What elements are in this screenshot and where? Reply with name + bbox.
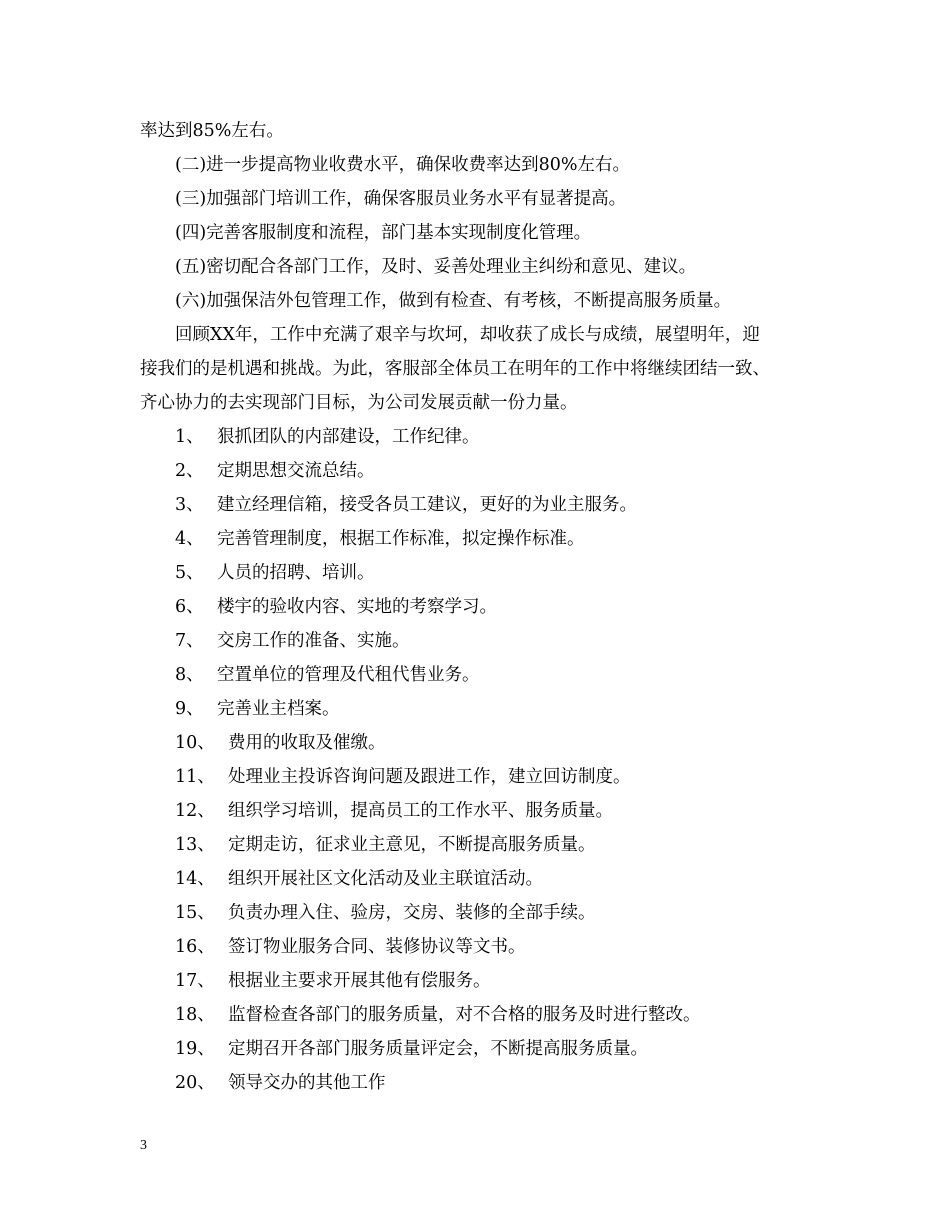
list-item-text: 完善管理制度，根据工作标准，拟定操作标准。 [217, 529, 585, 549]
list-item-text: 组织学习培训，提高员工的工作水平、服务质量。 [228, 801, 613, 821]
list-item-text: 楼宇的验收内容、实地的考察学习。 [217, 597, 497, 617]
list-item [140, 1066, 820, 1100]
list-item-number: 8、 [175, 665, 204, 685]
list-item-text: 狠抓团队的内部建设，工作纪律。 [217, 427, 480, 447]
review-paragraph-line: 回顾XX年，工作中充满了艰辛与坎坷，却收获了成长与成绩，展望明年，迎 [175, 325, 760, 345]
list-item [140, 590, 820, 624]
list-item-number: 1、 [175, 427, 204, 447]
page-number: 3 [140, 1138, 147, 1153]
list-item [140, 624, 820, 658]
list-item-text: 空置单位的管理及代租代售业务。 [217, 665, 480, 685]
list-item [140, 556, 820, 590]
list-item-text: 组织开展社区文化活动及业主联谊活动。 [228, 869, 543, 889]
list-item-number: 20、 [175, 1073, 215, 1093]
list-item [140, 828, 820, 862]
list-item-text: 负责办理入住、验房，交房、装修的全部手续。 [228, 903, 596, 923]
list-item-text: 监督检查各部门的服务质量，对不合格的服务及时进行整改。 [228, 1005, 701, 1025]
list-item-number: 9、 [175, 699, 204, 719]
list-item-text: 签订物业服务合同、装修协议等文书。 [228, 937, 526, 957]
paragraph-continuation: 率达到85%左右。 [140, 121, 284, 141]
list-item [140, 862, 820, 896]
list-item [140, 454, 820, 488]
list-item-number: 17、 [175, 971, 215, 991]
list-item-number: 3、 [175, 495, 204, 515]
goal-item: (三)加强部门培训工作，确保客服员业务水平有显著提高。 [175, 189, 627, 209]
list-item-number: 5、 [175, 563, 204, 583]
list-item-text: 完善业主档案。 [217, 699, 340, 719]
goal-item: (二)进一步提高物业收费水平，确保收费率达到80%左右。 [175, 155, 631, 175]
list-item-number: 18、 [175, 1005, 215, 1025]
goal-item: (六)加强保洁外包管理工作，做到有检查、有考核，不断提高服务质量。 [175, 291, 732, 311]
list-item-text: 定期召开各部门服务质量评定会，不断提高服务质量。 [228, 1039, 648, 1059]
goal-item: (四)完善客服制度和流程，部门基本实现制度化管理。 [175, 223, 592, 243]
list-item-number: 16、 [175, 937, 215, 957]
list-item-number: 19、 [175, 1039, 215, 1059]
list-item [140, 930, 820, 964]
list-item [140, 726, 820, 760]
list-item-number: 12、 [175, 801, 215, 821]
list-item-number: 15、 [175, 903, 215, 923]
list-item-text: 交房工作的准备、实施。 [217, 631, 410, 651]
review-paragraph-line: 接我们的是机遇和挑战。为此，客服部全体员工在明年的工作中将继续团结一致、 [140, 359, 770, 379]
list-item-text: 领导交办的其他工作 [228, 1073, 386, 1093]
list-item-number: 7、 [175, 631, 204, 651]
review-paragraph-line: 齐心协力的去实现部门目标，为公司发展贡献一份力量。 [140, 393, 578, 413]
goal-item: (五)密切配合各部门工作，及时、妥善处理业主纠纷和意见、建议。 [175, 257, 697, 277]
list-item [140, 1032, 820, 1066]
review-paragraph [140, 318, 820, 420]
list-item [140, 658, 820, 692]
list-item [140, 522, 820, 556]
list-item [140, 760, 820, 794]
list-item-text: 定期思想交流总结。 [217, 461, 375, 481]
list-item [140, 420, 820, 454]
list-item-number: 14、 [175, 869, 215, 889]
list-item-text: 处理业主投诉咨询问题及跟进工作，建立回访制度。 [228, 767, 631, 787]
list-item-text: 费用的收取及催缴。 [228, 733, 386, 753]
task-list [140, 420, 820, 1100]
list-item-number: 4、 [175, 529, 204, 549]
list-item-text: 定期走访，征求业主意见，不断提高服务质量。 [228, 835, 596, 855]
list-item-number: 11、 [175, 767, 215, 787]
list-item-number: 2、 [175, 461, 204, 481]
document-body [140, 114, 820, 1100]
list-item-text: 人员的招聘、培训。 [217, 563, 375, 583]
list-item [140, 692, 820, 726]
list-item [140, 488, 820, 522]
list-item [140, 998, 820, 1032]
list-item-number: 10、 [175, 733, 215, 753]
list-item [140, 896, 820, 930]
list-item-text: 建立经理信箱，接受各员工建议，更好的为业主服务。 [217, 495, 637, 515]
list-item [140, 794, 820, 828]
list-item-number: 13、 [175, 835, 215, 855]
list-item [140, 964, 820, 998]
list-item-number: 6、 [175, 597, 204, 617]
list-item-text: 根据业主要求开展其他有偿服务。 [228, 971, 491, 991]
